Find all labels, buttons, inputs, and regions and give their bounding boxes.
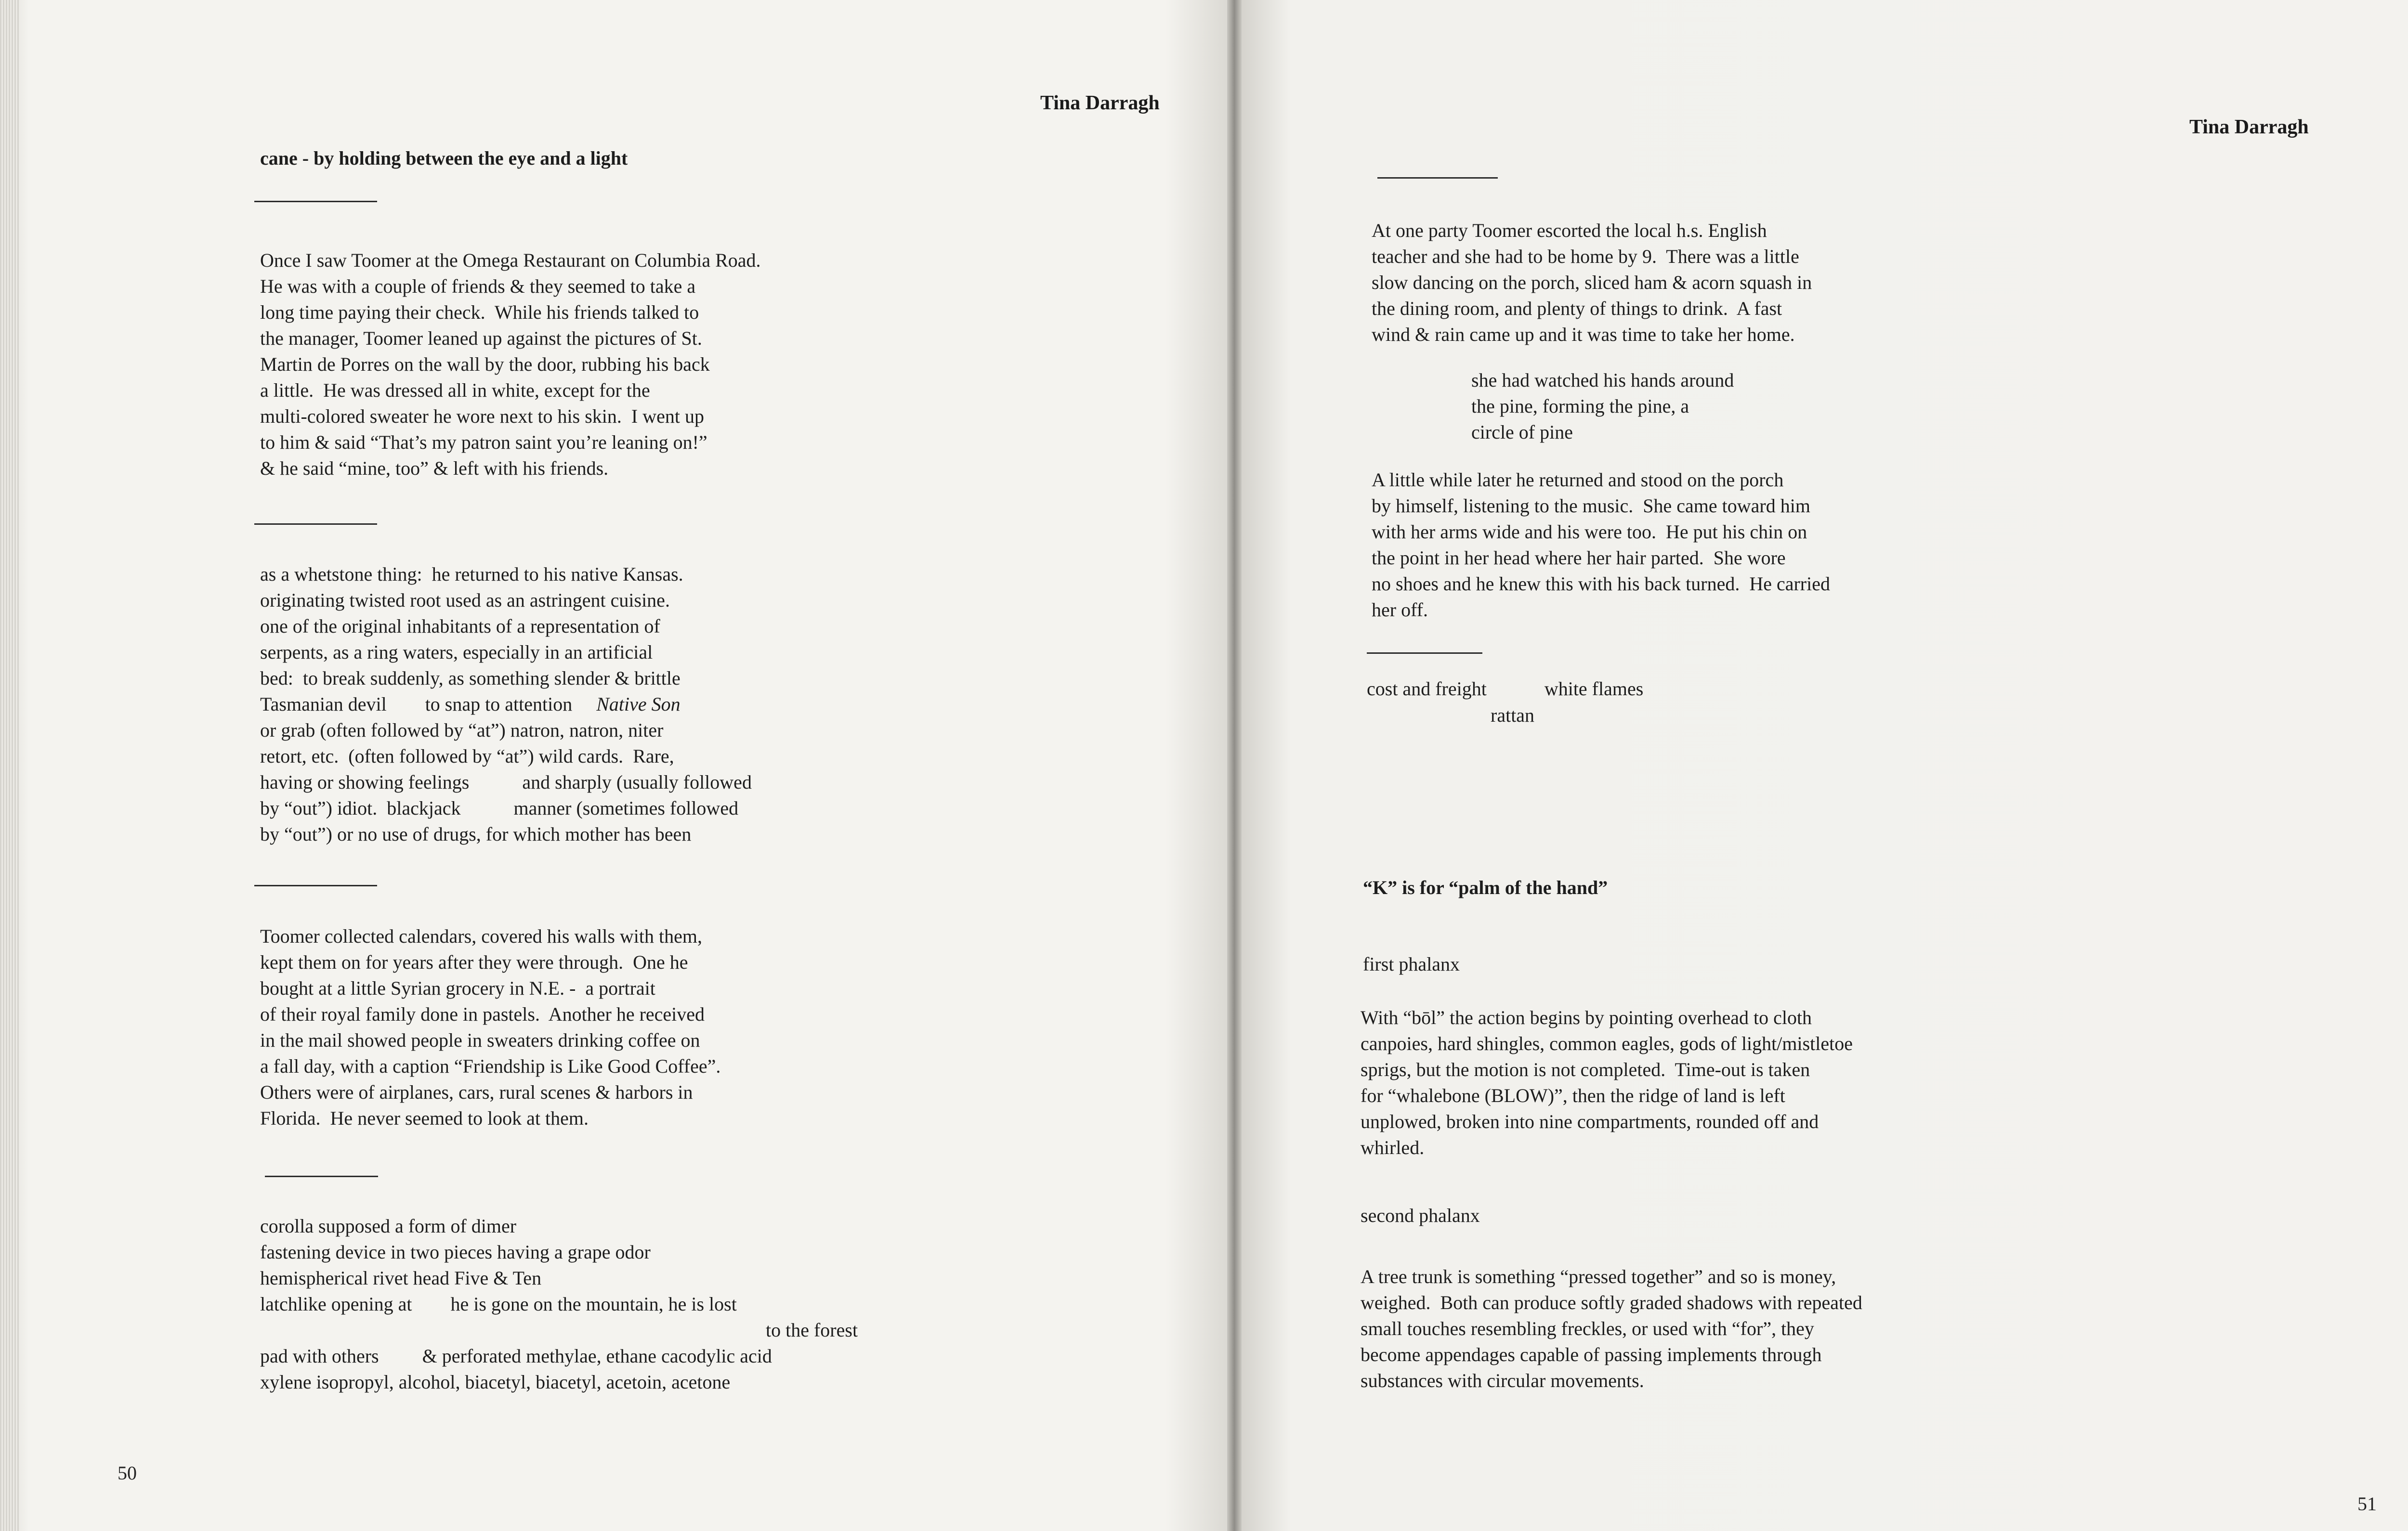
right-page-author-header: Tina Darragh [2189, 116, 2309, 138]
second-phalanx-paragraph: A tree trunk is something “pressed together” and so is money, weighed. Both can produce softly graded shadows with repeated small touches resembling freckles, or used with “for”, they become appendages capable of passing implements through substances with circular movements. [1361, 1266, 1862, 1391]
section-rule [1367, 652, 1482, 654]
page-edge-stack [0, 0, 19, 1531]
cane-heading: cane - by holding between the eye and a light [260, 147, 628, 169]
cost-and-freight-line: cost and freight white flames [1367, 678, 1644, 700]
party-paragraph: At one party Toomer escorted the local h.s. English teacher and she had to be home by 9. There was a little slow dancing on the porch, sliced ham & acorn squash in the dining room, and plenty of things to drink. A fast wind & rain came up and it was time to take her home. [1372, 220, 1812, 345]
pine-verse: she had watched his hands around the pine, forming the pine, a circle of pine [1471, 369, 1734, 443]
section-rule [254, 885, 377, 886]
whetstone-block: as a whetstone thing: he returned to his native Kansas. originating twisted root used as an astringent cuisine. one of the original inhabitants of a representation of serpents, as a ring waters, especially in an artificial bed: to break suddenly, as something slender & brittle Tasmanian devil to snap to attention Native Son or grab (often followed by “at”) natron, natron, niter retort, etc. (often followed by “at”) wild cards. Rare, having or showing feelings and sharply (usually followed by “out”) idiot. blackjack manner (sometimes followed by “out”) or no use of drugs, for which mother has been [260, 563, 752, 845]
right-page-number: 51 [2357, 1493, 2377, 1515]
corolla-block: corolla supposed a form of dimer fastening device in two pieces having a grape odor hemispherical rivet head Five & Ten latchlike opening at he is gone on the mountain, he is lost to the forest pad with others & perforated methylae, ethane cacodylic acid xylene isopropyl, alcohol, biacetyl, biacetyl, acetoin, acetone [260, 1215, 858, 1393]
section-rule [1377, 177, 1498, 179]
rattan-word: rattan [1491, 704, 1535, 726]
porch-paragraph: A little while later he returned and stood on the porch by himself, listening to the music. She came toward him with her arms wide and his were too. He put his chin on the point in her head where her hair parted. She wore no shoes and he knew this with his back turned. He carried her off. [1372, 469, 1830, 621]
toomer-omega-paragraph: Once I saw Toomer at the Omega Restaurant on Columbia Road. He was with a couple of friends & they seemed to take a long time paying their check. While his friends talked to the manager, Toomer leaned up against the pictures of St. Martin de Porres on the wall by the door, rubbing his back a little. He was dressed all in white, except for the multi-colored sweater he wore next to his skin. I went up to him & said “That’s my patron saint you’re leaning on!” & he said “mine, too” & left with his friends. [260, 249, 761, 479]
first-phalanx-paragraph: With “bōl” the action begins by pointing overhead to cloth canpoies, hard shingles, common eagles, gods of light/mistletoe sprigs, but the motion is not completed. Time-out is taken for “whalebone (BLOW)”, then the ridge of land is left unplowed, broken into nine compartments, rounded off and whirled. [1361, 1007, 1853, 1158]
first-phalanx-label: first phalanx [1363, 953, 1460, 975]
book-gutter [1227, 0, 1242, 1531]
section-rule [254, 201, 377, 202]
right-page [1233, 0, 2408, 1531]
left-page-number: 50 [118, 1462, 137, 1484]
left-page-author-header: Tina Darragh [1040, 92, 1160, 114]
k-palm-heading: “K” is for “palm of the hand” [1363, 877, 1608, 898]
section-rule [254, 523, 377, 525]
toomer-calendars-paragraph: Toomer collected calendars, covered his walls with them, kept them on for years after they were through. One he bought at a little Syrian grocery in N.E. - a portrait of their royal family done in pastels. Another he received in the mail showed people in sweaters drinking coffee on a fall day, with a caption “Friendship is Like Good Coffee”. Others were of airplanes, cars, rural scenes & harbors in Florida. He never seemed to look at them. [260, 925, 721, 1129]
section-rule [265, 1176, 378, 1177]
second-phalanx-label: second phalanx [1361, 1205, 1480, 1226]
